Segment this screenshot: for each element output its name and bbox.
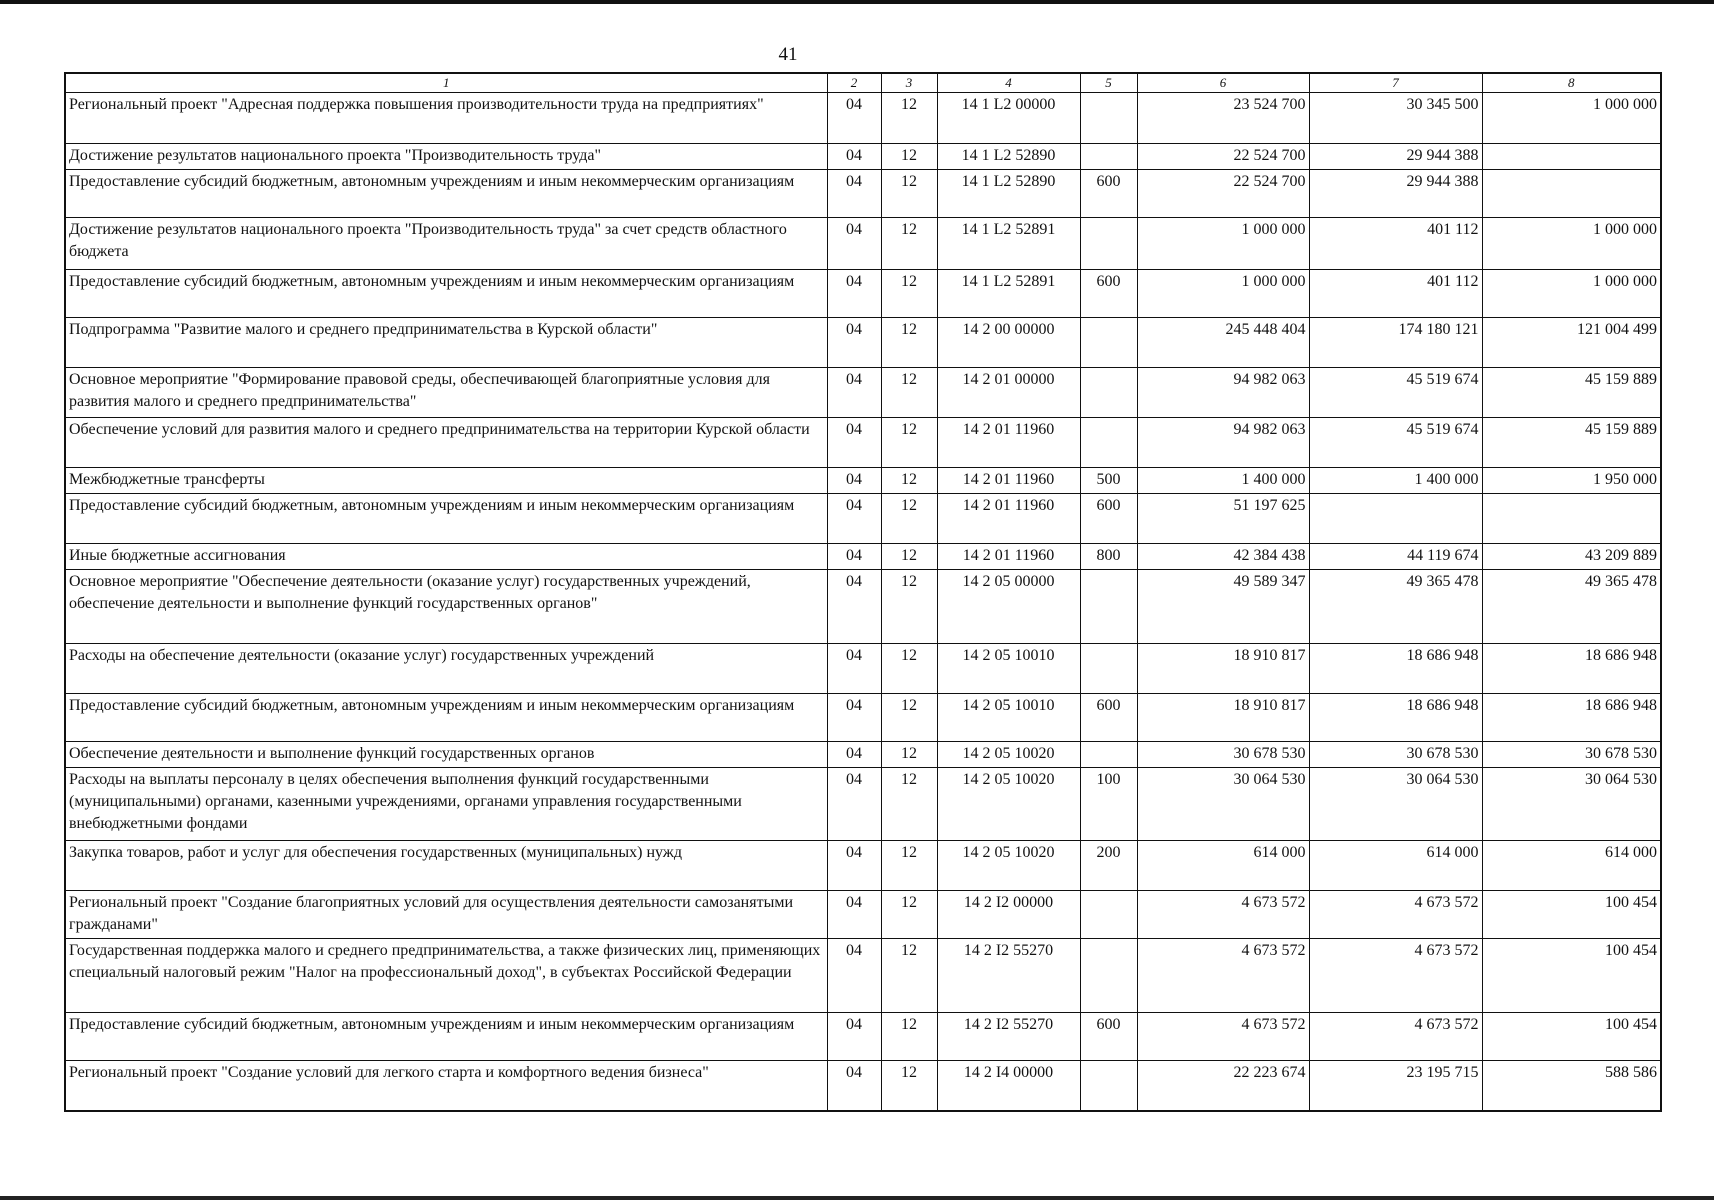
amount-year2-cell: 174 180 121 bbox=[1309, 318, 1482, 368]
section-code-cell: 04 bbox=[827, 694, 881, 742]
amount-year1-cell: 94 982 063 bbox=[1137, 418, 1309, 468]
column-header: 1 bbox=[65, 73, 827, 93]
expense-type-cell: 600 bbox=[1080, 170, 1137, 218]
amount-year1-cell: 23 524 700 bbox=[1137, 93, 1309, 144]
row-name-cell: Закупка товаров, работ и услуг для обеспечения государственных (муниципальных) нужд bbox=[65, 841, 827, 891]
amount-year2-cell: 44 119 674 bbox=[1309, 544, 1482, 570]
amount-year2-cell: 30 345 500 bbox=[1309, 93, 1482, 144]
amount-year3-cell: 1 950 000 bbox=[1482, 468, 1661, 494]
subsection-code-cell: 12 bbox=[881, 570, 937, 644]
amount-year1-cell: 4 673 572 bbox=[1137, 891, 1309, 939]
amount-year1-cell: 1 000 000 bbox=[1137, 270, 1309, 318]
table-row bbox=[65, 270, 1661, 318]
section-code-cell: 04 bbox=[827, 768, 881, 841]
amount-year2-cell: 45 519 674 bbox=[1309, 368, 1482, 418]
subsection-code-cell: 12 bbox=[881, 318, 937, 368]
expense-type-cell bbox=[1080, 570, 1137, 644]
section-code-cell: 04 bbox=[827, 644, 881, 694]
amount-year3-cell: 588 586 bbox=[1482, 1061, 1661, 1111]
amount-year3-cell: 45 159 889 bbox=[1482, 418, 1661, 468]
target-article-cell: 14 2 I2 00000 bbox=[937, 891, 1080, 939]
amount-year1-cell: 22 524 700 bbox=[1137, 170, 1309, 218]
top-scan-border bbox=[0, 0, 1714, 4]
row-name-cell: Предоставление субсидий бюджетным, автономным учреждениям и иным некоммерческим организациям bbox=[65, 270, 827, 318]
amount-year2-cell: 1 400 000 bbox=[1309, 468, 1482, 494]
target-article-cell: 14 2 I4 00000 bbox=[937, 1061, 1080, 1111]
subsection-code-cell: 12 bbox=[881, 939, 937, 1013]
target-article-cell: 14 1 L2 52891 bbox=[937, 218, 1080, 270]
expense-type-cell bbox=[1080, 891, 1137, 939]
row-name-cell: Региональный проект "Создание благоприятных условий для осуществления деятельности самозанятыми гражданами" bbox=[65, 891, 827, 939]
column-header: 3 bbox=[881, 73, 937, 93]
subsection-code-cell: 12 bbox=[881, 694, 937, 742]
table-row bbox=[65, 318, 1661, 368]
expense-type-cell bbox=[1080, 939, 1137, 1013]
row-name-cell: Региональный проект "Адресная поддержка повышения производительности труда на предприятиях" bbox=[65, 93, 827, 144]
target-article-cell: 14 2 01 11960 bbox=[937, 468, 1080, 494]
row-name-cell: Расходы на обеспечение деятельности (оказание услуг) государственных учреждений bbox=[65, 644, 827, 694]
section-code-cell: 04 bbox=[827, 468, 881, 494]
table-row bbox=[65, 841, 1661, 891]
row-name-cell: Расходы на выплаты персоналу в целях обеспечения выполнения функций государственными (муниципальными) органами, казенными учреждениями, органами управления государственными внебюджетными фондами bbox=[65, 768, 827, 841]
table-header-row bbox=[65, 73, 1661, 93]
table-row bbox=[65, 418, 1661, 468]
amount-year3-cell bbox=[1482, 494, 1661, 544]
expense-type-cell: 800 bbox=[1080, 544, 1137, 570]
section-code-cell: 04 bbox=[827, 544, 881, 570]
amount-year1-cell: 18 910 817 bbox=[1137, 644, 1309, 694]
target-article-cell: 14 2 01 11960 bbox=[937, 544, 1080, 570]
subsection-code-cell: 12 bbox=[881, 218, 937, 270]
subsection-code-cell: 12 bbox=[881, 891, 937, 939]
table-row bbox=[65, 742, 1661, 768]
table-row bbox=[65, 468, 1661, 494]
table-row bbox=[65, 694, 1661, 742]
row-name-cell: Подпрограмма "Развитие малого и среднего предпринимательства в Курской области" bbox=[65, 318, 827, 368]
section-code-cell: 04 bbox=[827, 841, 881, 891]
amount-year3-cell: 49 365 478 bbox=[1482, 570, 1661, 644]
budget-table bbox=[64, 72, 1662, 1112]
expense-type-cell: 600 bbox=[1080, 270, 1137, 318]
subsection-code-cell: 12 bbox=[881, 270, 937, 318]
subsection-code-cell: 12 bbox=[881, 768, 937, 841]
subsection-code-cell: 12 bbox=[881, 544, 937, 570]
row-name-cell: Обеспечение условий для развития малого и среднего предпринимательства на территории Курской области bbox=[65, 418, 827, 468]
amount-year2-cell: 18 686 948 bbox=[1309, 694, 1482, 742]
amount-year3-cell: 30 064 530 bbox=[1482, 768, 1661, 841]
expense-type-cell bbox=[1080, 144, 1137, 170]
amount-year2-cell: 401 112 bbox=[1309, 270, 1482, 318]
amount-year1-cell: 614 000 bbox=[1137, 841, 1309, 891]
row-name-cell: Региональный проект "Создание условий для легкого старта и комфортного ведения бизнеса" bbox=[65, 1061, 827, 1111]
subsection-code-cell: 12 bbox=[881, 418, 937, 468]
amount-year3-cell: 18 686 948 bbox=[1482, 644, 1661, 694]
amount-year2-cell: 4 673 572 bbox=[1309, 891, 1482, 939]
section-code-cell: 04 bbox=[827, 1013, 881, 1061]
subsection-code-cell: 12 bbox=[881, 742, 937, 768]
amount-year2-cell: 45 519 674 bbox=[1309, 418, 1482, 468]
table-row bbox=[65, 494, 1661, 544]
page-number: 41 bbox=[778, 44, 798, 65]
row-name-cell: Предоставление субсидий бюджетным, автономным учреждениям и иным некоммерческим организациям bbox=[65, 494, 827, 544]
bottom-scan-border bbox=[0, 1196, 1714, 1200]
expense-type-cell: 600 bbox=[1080, 694, 1137, 742]
section-code-cell: 04 bbox=[827, 418, 881, 468]
amount-year1-cell: 94 982 063 bbox=[1137, 368, 1309, 418]
row-name-cell: Обеспечение деятельности и выполнение функций государственных органов bbox=[65, 742, 827, 768]
amount-year3-cell: 30 678 530 bbox=[1482, 742, 1661, 768]
expense-type-cell bbox=[1080, 93, 1137, 144]
row-name-cell: Предоставление субсидий бюджетным, автономным учреждениям и иным некоммерческим организациям bbox=[65, 694, 827, 742]
row-name-cell: Достижение результатов национального проекта "Производительность труда" за счет средств областного бюджета bbox=[65, 218, 827, 270]
target-article-cell: 14 1 L2 00000 bbox=[937, 93, 1080, 144]
amount-year2-cell: 29 944 388 bbox=[1309, 170, 1482, 218]
amount-year1-cell: 51 197 625 bbox=[1137, 494, 1309, 544]
section-code-cell: 04 bbox=[827, 891, 881, 939]
target-article-cell: 14 2 01 11960 bbox=[937, 418, 1080, 468]
amount-year1-cell: 245 448 404 bbox=[1137, 318, 1309, 368]
row-name-cell: Государственная поддержка малого и среднего предпринимательства, а также физических лиц, применяющих специальный налоговый режим "Налог на профессиональный доход", в субъектах Российской Федерации bbox=[65, 939, 827, 1013]
table-row bbox=[65, 544, 1661, 570]
table-row bbox=[65, 570, 1661, 644]
amount-year1-cell: 30 678 530 bbox=[1137, 742, 1309, 768]
target-article-cell: 14 2 05 00000 bbox=[937, 570, 1080, 644]
amount-year2-cell: 30 064 530 bbox=[1309, 768, 1482, 841]
expense-type-cell: 500 bbox=[1080, 468, 1137, 494]
subsection-code-cell: 12 bbox=[881, 1013, 937, 1061]
amount-year3-cell: 1 000 000 bbox=[1482, 93, 1661, 144]
target-article-cell: 14 2 05 10010 bbox=[937, 694, 1080, 742]
subsection-code-cell: 12 bbox=[881, 468, 937, 494]
amount-year3-cell: 614 000 bbox=[1482, 841, 1661, 891]
expense-type-cell: 600 bbox=[1080, 1013, 1137, 1061]
section-code-cell: 04 bbox=[827, 939, 881, 1013]
target-article-cell: 14 1 L2 52890 bbox=[937, 144, 1080, 170]
expense-type-cell bbox=[1080, 318, 1137, 368]
section-code-cell: 04 bbox=[827, 742, 881, 768]
section-code-cell: 04 bbox=[827, 318, 881, 368]
column-header: 4 bbox=[937, 73, 1080, 93]
amount-year2-cell: 30 678 530 bbox=[1309, 742, 1482, 768]
table-row bbox=[65, 218, 1661, 270]
subsection-code-cell: 12 bbox=[881, 494, 937, 544]
row-name-cell: Достижение результатов национального проекта "Производительность труда" bbox=[65, 144, 827, 170]
expense-type-cell: 100 bbox=[1080, 768, 1137, 841]
amount-year1-cell: 22 223 674 bbox=[1137, 1061, 1309, 1111]
expense-type-cell bbox=[1080, 218, 1137, 270]
section-code-cell: 04 bbox=[827, 1061, 881, 1111]
expense-type-cell bbox=[1080, 1061, 1137, 1111]
column-header: 6 bbox=[1137, 73, 1309, 93]
row-name-cell: Межбюджетные трансферты bbox=[65, 468, 827, 494]
section-code-cell: 04 bbox=[827, 270, 881, 318]
section-code-cell: 04 bbox=[827, 170, 881, 218]
expense-type-cell bbox=[1080, 368, 1137, 418]
subsection-code-cell: 12 bbox=[881, 644, 937, 694]
row-name-cell: Иные бюджетные ассигнования bbox=[65, 544, 827, 570]
expense-type-cell bbox=[1080, 644, 1137, 694]
table-row bbox=[65, 644, 1661, 694]
amount-year3-cell: 1 000 000 bbox=[1482, 218, 1661, 270]
column-header: 7 bbox=[1309, 73, 1482, 93]
expense-type-cell: 200 bbox=[1080, 841, 1137, 891]
amount-year2-cell: 29 944 388 bbox=[1309, 144, 1482, 170]
table-row bbox=[65, 768, 1661, 841]
amount-year2-cell: 23 195 715 bbox=[1309, 1061, 1482, 1111]
amount-year2-cell bbox=[1309, 494, 1482, 544]
table-row bbox=[65, 939, 1661, 1013]
amount-year2-cell: 4 673 572 bbox=[1309, 1013, 1482, 1061]
section-code-cell: 04 bbox=[827, 570, 881, 644]
table-row bbox=[65, 1013, 1661, 1061]
section-code-cell: 04 bbox=[827, 494, 881, 544]
row-name-cell: Основное мероприятие "Формирование правовой среды, обеспечивающей благоприятные условия для развития малого и среднего предпринимательства" bbox=[65, 368, 827, 418]
row-name-cell: Основное мероприятие "Обеспечение деятельности (оказание услуг) государственных учреждений, обеспечение деятельности и выполнение функций государственных органов" bbox=[65, 570, 827, 644]
table-row bbox=[65, 144, 1661, 170]
table-body bbox=[65, 93, 1661, 1111]
target-article-cell: 14 1 L2 52890 bbox=[937, 170, 1080, 218]
subsection-code-cell: 12 bbox=[881, 1061, 937, 1111]
amount-year3-cell: 45 159 889 bbox=[1482, 368, 1661, 418]
target-article-cell: 14 2 05 10020 bbox=[937, 841, 1080, 891]
amount-year1-cell: 4 673 572 bbox=[1137, 1013, 1309, 1061]
table-row bbox=[65, 170, 1661, 218]
table-row bbox=[65, 891, 1661, 939]
table-row bbox=[65, 1061, 1661, 1111]
row-name-cell: Предоставление субсидий бюджетным, автономным учреждениям и иным некоммерческим организациям bbox=[65, 1013, 827, 1061]
section-code-cell: 04 bbox=[827, 368, 881, 418]
target-article-cell: 14 2 01 11960 bbox=[937, 494, 1080, 544]
expense-type-cell: 600 bbox=[1080, 494, 1137, 544]
table-row bbox=[65, 93, 1661, 144]
section-code-cell: 04 bbox=[827, 144, 881, 170]
target-article-cell: 14 2 05 10020 bbox=[937, 742, 1080, 768]
target-article-cell: 14 2 00 00000 bbox=[937, 318, 1080, 368]
amount-year3-cell: 121 004 499 bbox=[1482, 318, 1661, 368]
section-code-cell: 04 bbox=[827, 93, 881, 144]
amount-year1-cell: 49 589 347 bbox=[1137, 570, 1309, 644]
amount-year3-cell: 43 209 889 bbox=[1482, 544, 1661, 570]
section-code-cell: 04 bbox=[827, 218, 881, 270]
amount-year2-cell: 49 365 478 bbox=[1309, 570, 1482, 644]
amount-year3-cell: 100 454 bbox=[1482, 891, 1661, 939]
target-article-cell: 14 2 I2 55270 bbox=[937, 1013, 1080, 1061]
amount-year3-cell: 18 686 948 bbox=[1482, 694, 1661, 742]
target-article-cell: 14 1 L2 52891 bbox=[937, 270, 1080, 318]
target-article-cell: 14 2 I2 55270 bbox=[937, 939, 1080, 1013]
amount-year3-cell: 1 000 000 bbox=[1482, 270, 1661, 318]
amount-year1-cell: 22 524 700 bbox=[1137, 144, 1309, 170]
subsection-code-cell: 12 bbox=[881, 841, 937, 891]
row-name-cell: Предоставление субсидий бюджетным, автономным учреждениям и иным некоммерческим организациям bbox=[65, 170, 827, 218]
subsection-code-cell: 12 bbox=[881, 93, 937, 144]
amount-year1-cell: 42 384 438 bbox=[1137, 544, 1309, 570]
expense-type-cell bbox=[1080, 742, 1137, 768]
target-article-cell: 14 2 05 10010 bbox=[937, 644, 1080, 694]
amount-year1-cell: 4 673 572 bbox=[1137, 939, 1309, 1013]
amount-year2-cell: 614 000 bbox=[1309, 841, 1482, 891]
target-article-cell: 14 2 05 10020 bbox=[937, 768, 1080, 841]
amount-year2-cell: 4 673 572 bbox=[1309, 939, 1482, 1013]
amount-year3-cell: 100 454 bbox=[1482, 1013, 1661, 1061]
amount-year2-cell: 401 112 bbox=[1309, 218, 1482, 270]
amount-year2-cell: 18 686 948 bbox=[1309, 644, 1482, 694]
amount-year3-cell bbox=[1482, 144, 1661, 170]
table-row bbox=[65, 368, 1661, 418]
target-article-cell: 14 2 01 00000 bbox=[937, 368, 1080, 418]
subsection-code-cell: 12 bbox=[881, 170, 937, 218]
amount-year1-cell: 1 400 000 bbox=[1137, 468, 1309, 494]
column-header: 8 bbox=[1482, 73, 1661, 93]
column-header: 5 bbox=[1080, 73, 1137, 93]
subsection-code-cell: 12 bbox=[881, 368, 937, 418]
amount-year1-cell: 1 000 000 bbox=[1137, 218, 1309, 270]
expense-type-cell bbox=[1080, 418, 1137, 468]
amount-year1-cell: 18 910 817 bbox=[1137, 694, 1309, 742]
column-header: 2 bbox=[827, 73, 881, 93]
subsection-code-cell: 12 bbox=[881, 144, 937, 170]
amount-year3-cell bbox=[1482, 170, 1661, 218]
amount-year1-cell: 30 064 530 bbox=[1137, 768, 1309, 841]
amount-year3-cell: 100 454 bbox=[1482, 939, 1661, 1013]
